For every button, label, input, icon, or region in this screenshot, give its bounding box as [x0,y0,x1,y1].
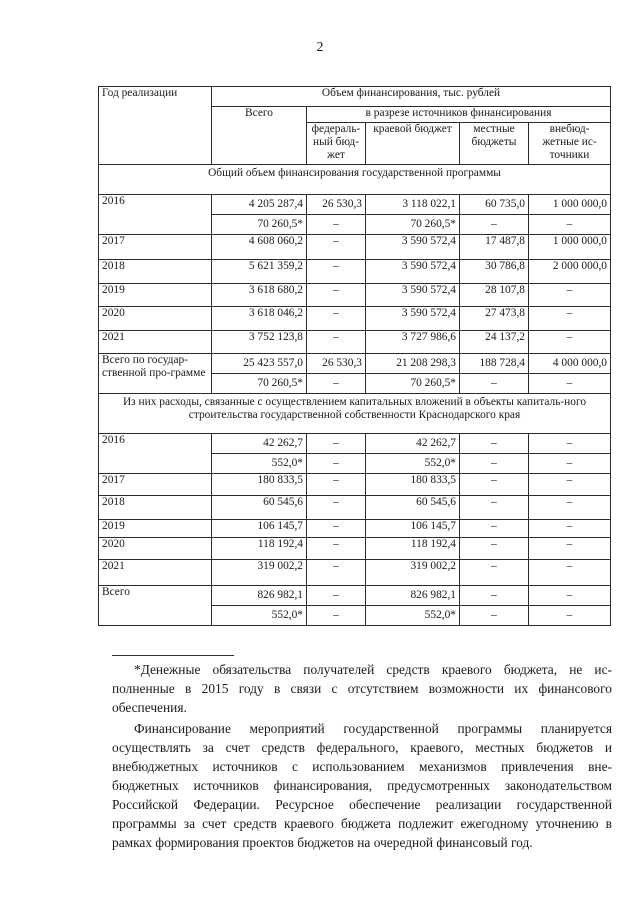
cell-federal: – [307,284,366,307]
header-volume: Объем финансирования, тыс. рублей [212,87,611,107]
table-row [99,195,611,235]
cell-value: 1 000 000,0 [552,198,607,210]
cell-federal: – [307,496,366,520]
cell-value: – [333,437,339,449]
cell-extra [529,195,611,235]
table-row [99,586,611,626]
cell-extra: – [529,520,611,538]
header-breakdown: в разрезе источников финансирования [307,107,611,123]
cell-extra: – [529,307,611,331]
row-year: 2017 [99,474,212,496]
cell-value: 4 000 000,0 [552,357,607,369]
cell-total: 3 752 123,8 [212,331,307,354]
header-federal: федераль-ный бюд-жет [307,123,366,165]
cell-federal [307,586,366,626]
cell-value: – [307,605,365,625]
cell-value: 70 260,5* [212,214,306,234]
cell-value: 26 530,3 [322,198,362,210]
cell-value: 70 260,5* [212,373,306,393]
cell-value: – [566,589,573,601]
row-year: 2016 [99,434,212,474]
row-year: Всего [99,586,212,626]
cell-value: – [529,605,610,625]
cell-value: 26 530,3 [322,357,362,369]
cell-federal: – [307,520,366,538]
header-local: местные бюджеты [460,123,529,165]
table-row [99,538,611,560]
cell-value: – [529,214,610,234]
cell-extra [529,586,611,626]
cell-value: 25 423 557,0 [243,357,303,369]
cell-extra [529,354,611,394]
row-year: 2020 [99,307,212,331]
cell-value: – [491,589,497,601]
row-year: 2021 [99,331,212,354]
table-row [99,496,611,520]
row-year: 2021 [99,560,212,586]
row-year: 2019 [99,520,212,538]
table-row [99,260,611,284]
table-row [99,434,611,474]
cell-value: – [460,605,528,625]
cell-local: 24 137,2 [460,331,529,354]
cell-federal [307,195,366,235]
cell-local: – [460,474,529,496]
cell-regional: 106 145,7 [366,520,460,538]
cell-local: – [460,520,529,538]
section-title-capital: Из них расходы, связанные с осуществлением капитальных вложений в объекты капиталь-ного строительства государственной собственности Краснодарского края [99,394,611,434]
cell-extra: – [529,560,611,586]
cell-extra: – [529,284,611,307]
cell-value: – [566,437,573,449]
cell-value: – [529,373,610,393]
cell-extra: – [529,331,611,354]
table-row [99,474,611,496]
cell-value: 42 262,7 [263,437,303,449]
cell-total: 319 002,2 [212,560,307,586]
cell-local [460,195,529,235]
cell-extra: 1 000 000,0 [529,235,611,260]
cell-extra: – [529,538,611,560]
cell-value: – [307,373,365,393]
cell-value: 188 728,4 [479,357,525,369]
row-year: 2019 [99,284,212,307]
cell-total [212,434,307,474]
financing-paragraph: Финансирование мероприятий государственной программы планируется осуществлять за счет средств федерального, краевого, местных бюджетов и внебюджетных источников с использованием механизмов привлечения вне-бюджетных источников финансирования, предусмотренных законодательством Российской Федерации. Ресурсное обеспечение реализации государственной программы за счет средств краевого бюджета подлежит ежегодному уточнению в рамках формирования проектов бюджетов на очередной финансовый год. [112,721,612,850]
cell-local: – [460,538,529,560]
cell-value: 552,0* [212,605,306,625]
cell-value: 70 260,5* [366,214,459,234]
cell-federal: – [307,560,366,586]
cell-local: 27 473,8 [460,307,529,331]
cell-local: – [460,496,529,520]
header-regional: краевой бюджет [366,123,460,165]
cell-federal: – [307,538,366,560]
cell-total: 180 833,5 [212,474,307,496]
cell-value: 552,0* [212,453,306,473]
cell-extra: – [529,496,611,520]
cell-value: – [491,437,497,449]
cell-value: 552,0* [366,453,459,473]
cell-total [212,586,307,626]
header-year: Год реализации [99,87,212,165]
cell-value: – [460,373,528,393]
page-number: 2 [316,40,324,55]
cell-regional: 3 590 572,4 [366,260,460,284]
header-total: Всего [212,107,307,165]
table-row [99,235,611,260]
section-title-total: Общий объем финансирования государственной программы [99,165,611,195]
cell-extra [529,434,611,474]
cell-federal [307,434,366,474]
table-row [99,354,611,394]
cell-federal: – [307,307,366,331]
cell-federal: – [307,331,366,354]
financing-table [98,86,611,626]
cell-regional: 118 192,4 [366,538,460,560]
cell-value: 60 735,0 [485,198,525,210]
table-row [99,520,611,538]
cell-regional: 3 590 572,4 [366,284,460,307]
cell-regional [366,434,460,474]
cell-local [460,354,529,394]
cell-value: 21 208 298,3 [396,357,456,369]
cell-extra: 2 000 000,0 [529,260,611,284]
cell-value: 826 982,1 [257,589,303,601]
row-year: 2017 [99,235,212,260]
row-year: 2018 [99,496,212,520]
header-extra: внебюд-жетные ис-точники [529,123,611,165]
cell-local: – [460,560,529,586]
cell-value: 70 260,5* [366,373,459,393]
cell-regional [366,195,460,235]
cell-value: – [307,214,365,234]
cell-regional: 3 590 572,4 [366,235,460,260]
row-year: 2016 [99,195,212,235]
cell-value: – [460,453,528,473]
cell-local [460,434,529,474]
table-row [99,560,611,586]
cell-total: 3 618 046,2 [212,307,307,331]
cell-regional: 3 590 572,4 [366,307,460,331]
table-row [99,307,611,331]
cell-federal: – [307,260,366,284]
cell-local: 30 786,8 [460,260,529,284]
cell-local [460,586,529,626]
cell-local: 17 487,8 [460,235,529,260]
cell-value: 3 118 022,1 [402,198,456,210]
cell-regional: 3 727 986,6 [366,331,460,354]
cell-value: – [529,453,610,473]
cell-value: – [307,453,365,473]
cell-total: 3 618 680,2 [212,284,307,307]
cell-federal [307,354,366,394]
cell-value: 552,0* [366,605,459,625]
row-year: 2020 [99,538,212,560]
row-year: Всего по государ-ственной про-грамме [99,354,212,394]
cell-regional [366,354,460,394]
cell-total: 118 192,4 [212,538,307,560]
table-row [99,331,611,354]
cell-value: – [460,214,528,234]
cell-regional [366,586,460,626]
cell-local: 28 107,8 [460,284,529,307]
cell-total [212,195,307,235]
table-row [99,284,611,307]
cell-regional: 60 545,6 [366,496,460,520]
cell-value: 826 982,1 [410,589,456,601]
cell-total: 60 545,6 [212,496,307,520]
cell-extra: – [529,474,611,496]
cell-regional: 180 833,5 [366,474,460,496]
cell-total [212,354,307,394]
cell-value: – [333,589,339,601]
cell-federal: – [307,235,366,260]
cell-regional: 319 002,2 [366,560,460,586]
footnote-divider [112,655,234,656]
row-year: 2018 [99,260,212,284]
cell-value: 42 262,7 [416,437,456,449]
cell-federal: – [307,474,366,496]
cell-value: 4 205 287,4 [248,198,303,210]
cell-total: 5 621 359,2 [212,260,307,284]
cell-total: 4 608 060,2 [212,235,307,260]
footnote: *Денежные обязательства получателей средств краевого бюджета, не ис-полненные в 2015 году в связи с отсутствием возможности их финансового обеспечения. [112,662,612,715]
cell-total: 106 145,7 [212,520,307,538]
